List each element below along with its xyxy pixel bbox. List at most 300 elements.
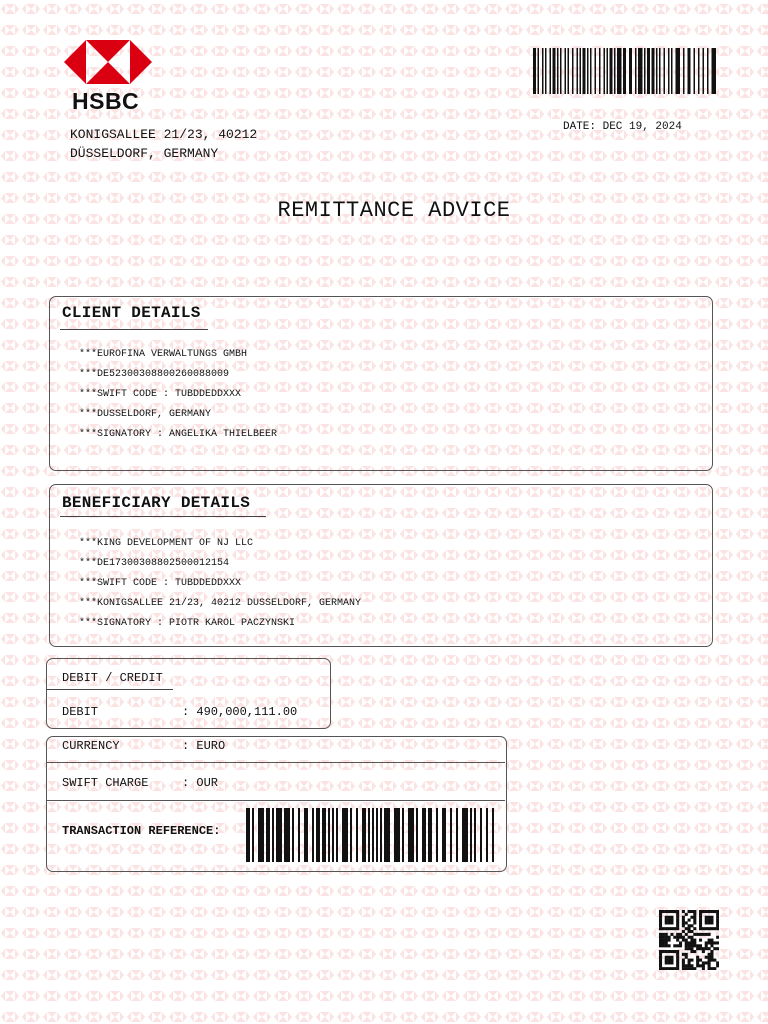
payment-divider-2 [47,800,505,801]
qr-module [710,921,713,924]
qr-module [659,913,662,916]
barcode-bar [486,808,488,862]
qr-module [688,947,691,950]
debit-credit-heading: DEBIT / CREDIT [62,671,163,685]
qr-module [696,933,699,936]
qr-module [690,947,693,950]
qr-module [676,961,679,964]
qr-module [699,933,702,936]
barcode-bar [480,808,482,862]
qr-module [676,964,679,967]
qr-module [665,950,668,953]
qr-module [670,916,673,919]
qr-module [668,927,671,930]
qr-module [705,941,708,944]
barcode-bar [587,48,589,94]
qr-module [676,913,679,916]
qr-module [665,959,668,962]
qr-module [665,939,668,942]
barcode-bar [610,48,613,94]
qr-module [682,930,685,933]
qr-module [668,956,671,959]
qr-module [708,933,711,936]
qr-module [690,959,693,962]
qr-module [688,936,691,939]
qr-module [659,944,662,947]
barcode-bar [607,48,609,94]
beneficiary-details-lines [79,534,361,634]
bank-address [70,125,257,163]
qr-module [659,967,662,970]
qr-module [670,910,673,913]
qr-module [708,916,711,919]
qr-module [665,967,668,970]
qr-module [716,916,719,919]
qr-module [668,936,671,939]
qr-module [659,933,662,936]
barcode-bar [568,48,570,94]
qr-module [688,959,691,962]
header-barcode [533,48,719,94]
qr-module [665,933,668,936]
qr-module [662,927,665,930]
qr-module [685,967,688,970]
barcode-bar [416,808,418,862]
barcode-bar [698,48,700,94]
qr-module [682,921,685,924]
beneficiary-heading-underline [60,516,266,517]
qr-module [696,961,699,964]
qr-module [699,927,702,930]
qr-module [699,959,702,962]
qr-module [705,921,708,924]
qr-module [662,933,665,936]
qr-module [705,947,708,950]
qr-module [699,947,702,950]
currency-label: CURRENCY [62,739,120,753]
qr-module [693,927,696,930]
qr-module [705,961,708,964]
barcode-bar [436,808,438,862]
qr-module [673,967,676,970]
qr-module [705,919,708,922]
barcode-bar [659,48,661,94]
qr-module [662,936,665,939]
barcode-bar [683,48,685,94]
qr-module [665,916,668,919]
qr-module [665,927,668,930]
qr-module [670,967,673,970]
barcode-bar [580,48,582,94]
qr-module [685,933,688,936]
qr-module [690,910,693,913]
qr-module [710,967,713,970]
qr-module [685,964,688,967]
barcode-bar [492,808,494,862]
barcode-bar [258,808,264,862]
qr-module [659,939,662,942]
qr-module [682,910,685,913]
address-line-1: KONIGSALLEE 21/23, 40212 [70,127,258,142]
barcode-bar [595,48,597,94]
qr-module [665,956,668,959]
barcode-bar [450,808,452,862]
qr-module [690,941,693,944]
qr-module [696,956,699,959]
qr-module [668,950,671,953]
barcode-bar [623,48,626,94]
qr-module [659,956,662,959]
qr-module [705,927,708,930]
debit-label: DEBIT [62,705,99,719]
qr-module [662,941,665,944]
beneficiary-name: ***KING DEVELOPMENT OF NJ LLC [79,538,254,549]
barcode-bar [272,808,274,862]
barcode-bar [542,48,544,94]
qr-module [693,913,696,916]
qr-module [688,919,691,922]
barcode-bar [356,808,358,862]
qr-module [673,927,676,930]
qr-module [693,944,696,947]
qr-module [696,964,699,967]
barcode-bar [380,808,382,862]
qr-module [699,910,702,913]
qr-module [716,924,719,927]
barcode-bar [599,48,601,94]
barcode-bar [656,48,658,94]
qr-module [713,927,716,930]
qr-module [710,941,713,944]
address-line-2: DÜSSELDORF, GERMANY [70,146,219,161]
qr-module [659,953,662,956]
qr-module [688,944,691,947]
qr-module [690,916,693,919]
qr-module [685,927,688,930]
barcode-bar [402,808,404,862]
barcode-bar [336,808,338,862]
beneficiary-iban: ***DE17300308802500012154 [79,558,230,569]
qr-module [716,913,719,916]
qr-module [702,910,705,913]
qr-module [662,939,665,942]
qr-module [659,921,662,924]
qr-module [708,947,711,950]
barcode-bar [246,808,250,862]
qr-module [708,953,711,956]
client-swift: ***SWIFT CODE : TUBDDEDDXXX [79,389,242,400]
qr-module [676,921,679,924]
qr-module [702,961,705,964]
qr-module [688,941,691,944]
qr-module [668,967,671,970]
qr-module [716,910,719,913]
qr-module [699,913,702,916]
barcode-bar [362,808,366,862]
qr-module [659,961,662,964]
qr-module [710,953,713,956]
qr-module [702,950,705,953]
qr-module [659,919,662,922]
barcode-bar [252,808,254,862]
qr-module [670,919,673,922]
client-heading-underline [60,329,208,330]
barcode-bar [590,48,592,94]
document-date: DATE: DEC 19, 2024 [563,121,682,133]
qr-module [676,939,679,942]
qr-module [679,944,682,947]
qr-module [682,967,685,970]
qr-module [696,944,699,947]
barcode-bar [312,808,314,862]
transaction-reference-barcode [246,808,498,862]
qr-module [708,964,711,967]
qr-module [662,944,665,947]
qr-module [716,921,719,924]
qr-module [690,967,693,970]
qr-module [685,921,688,924]
brand-name: HSBC [72,88,140,114]
qr-module [716,927,719,930]
qr-module [659,964,662,967]
barcode-bar [565,48,567,94]
barcode-bar [470,808,472,862]
qr-module [659,936,662,939]
barcode-bar [550,48,552,94]
qr-module [705,944,708,947]
qr-module [688,967,691,970]
qr-module [690,939,693,942]
barcode-bar [422,808,426,862]
qr-module [662,967,665,970]
barcode-bar [384,808,390,862]
qr-module [668,919,671,922]
barcode-bar [635,48,637,94]
qr-module [688,961,691,964]
barcode-bar [394,808,400,862]
qr-module [670,927,673,930]
barcode-bar [676,48,681,94]
qr-module [708,967,711,970]
qr-module [710,919,713,922]
qr-module [659,959,662,962]
qr-module [682,939,685,942]
qr-module [716,961,719,964]
qr-module [676,944,679,947]
page-title: REMITTANCE ADVICE [277,198,511,223]
qr-module [708,959,711,962]
qr-module [670,921,673,924]
barcode-bar [671,48,673,94]
qr-module [702,933,705,936]
qr-module [705,910,708,913]
qr-module [693,916,696,919]
barcode-bar [474,808,476,862]
beneficiary-signatory: ***SIGNATORY : PIOTR KAROL PACZYNSKI [79,618,296,629]
barcode-bar [298,808,300,862]
qr-module [710,939,713,942]
barcode-bar [332,808,334,862]
qr-module [659,941,662,944]
swift-charge-label: SWIFT CHARGE [62,776,149,790]
qr-module [705,956,708,959]
qr-module [702,964,705,967]
qr-module [690,944,693,947]
qr-module [665,936,668,939]
qr-module [713,941,716,944]
qr-module [708,956,711,959]
barcode-bar [617,48,622,94]
qr-module [670,933,673,936]
swift-charge-value: : OUR [182,776,219,790]
qr-module [673,944,676,947]
qr-module [685,956,688,959]
qr-module [708,921,711,924]
qr-module [679,936,682,939]
qr-module [668,910,671,913]
barcode-bar [350,808,352,862]
qr-module [665,961,668,964]
barcode-bar [652,48,655,94]
qr-module [708,910,711,913]
qr-module [705,933,708,936]
qr-module [710,910,713,913]
barcode-bar [428,808,432,862]
qr-module [659,924,662,927]
qr-module [696,959,699,962]
qr-module [685,941,688,944]
barcode-bar [644,48,646,94]
qr-module [699,964,702,967]
barcode-bar [276,808,282,862]
qr-module [682,961,685,964]
qr-module [665,919,668,922]
barcode-bar [703,48,705,94]
qr-module [668,939,671,942]
barcode-bar [372,808,374,862]
barcode-bar [316,808,320,862]
qr-module [659,950,662,953]
debit-credit-underline [47,689,173,690]
qr-module [676,916,679,919]
qr-module [668,961,671,964]
qr-module [679,941,682,944]
qr-module [693,967,696,970]
qr-module [688,964,691,967]
client-details-lines [79,345,277,445]
qr-module [668,959,671,962]
qr-module [710,944,713,947]
transaction-reference-label: TRANSACTION REFERENCE: [62,824,221,838]
qr-module [699,939,702,942]
barcode-bar [583,48,586,94]
qr-module [662,910,665,913]
barcode-bar [638,48,643,94]
qr-module [716,936,719,939]
client-iban: ***DE52300308800260088009 [79,369,230,380]
qr-module [668,916,671,919]
qr-module [682,916,685,919]
barcode-bar [553,48,556,94]
qr-module [665,941,668,944]
qr-module [673,950,676,953]
qr-module [676,919,679,922]
qr-module [682,924,685,927]
qr-module [708,941,711,944]
qr-module [676,953,679,956]
qr-module [716,947,719,950]
qr-module [676,967,679,970]
qr-module [693,933,696,936]
barcode-bar [284,808,290,862]
qr-module [673,936,676,939]
qr-module [682,953,685,956]
qr-module [716,964,719,967]
barcode-bar [577,48,579,94]
qr-module [693,921,696,924]
qr-module [688,930,691,933]
qr-module [710,950,713,953]
qr-module [682,964,685,967]
qr-module [716,941,719,944]
qr-module [676,933,679,936]
barcode-bar [322,808,326,862]
barcode-bar [647,48,650,94]
qr-module [676,950,679,953]
qr-module [708,927,711,930]
qr-module [690,964,693,967]
qr-module [665,921,668,924]
qr-module [685,947,688,950]
barcode-bar [604,48,606,94]
barcode-bar [342,808,348,862]
qr-module [702,947,705,950]
qr-module [693,939,696,942]
qr-module [670,961,673,964]
qr-module [713,947,716,950]
qr-module [699,924,702,927]
barcode-bar [664,48,666,94]
qr-module [676,956,679,959]
qr-module [693,919,696,922]
qr-module [696,947,699,950]
qr-module [713,959,716,962]
barcode-bar [462,808,468,862]
barcode-bar [629,48,632,94]
barcode-bar [694,48,696,94]
qr-module [708,961,711,964]
qr-module [688,924,691,927]
qr-module [682,919,685,922]
qr-module [713,910,716,913]
qr-module [693,941,696,944]
qr-module [702,967,705,970]
qr-module [699,944,702,947]
qr-module [710,956,713,959]
qr-module [659,916,662,919]
debit-amount: : 490,000,111.00 [182,705,298,719]
barcode-bar [614,48,616,94]
qr-module [716,919,719,922]
qr-module [710,959,713,962]
qr-module [670,950,673,953]
client-signatory: ***SIGNATORY : ANGELIKA THIELBEER [79,429,278,440]
qr-module [690,924,693,927]
qr-module [708,919,711,922]
barcode-bar [304,808,308,862]
barcode-bar [712,48,717,94]
barcode-bar [560,48,562,94]
